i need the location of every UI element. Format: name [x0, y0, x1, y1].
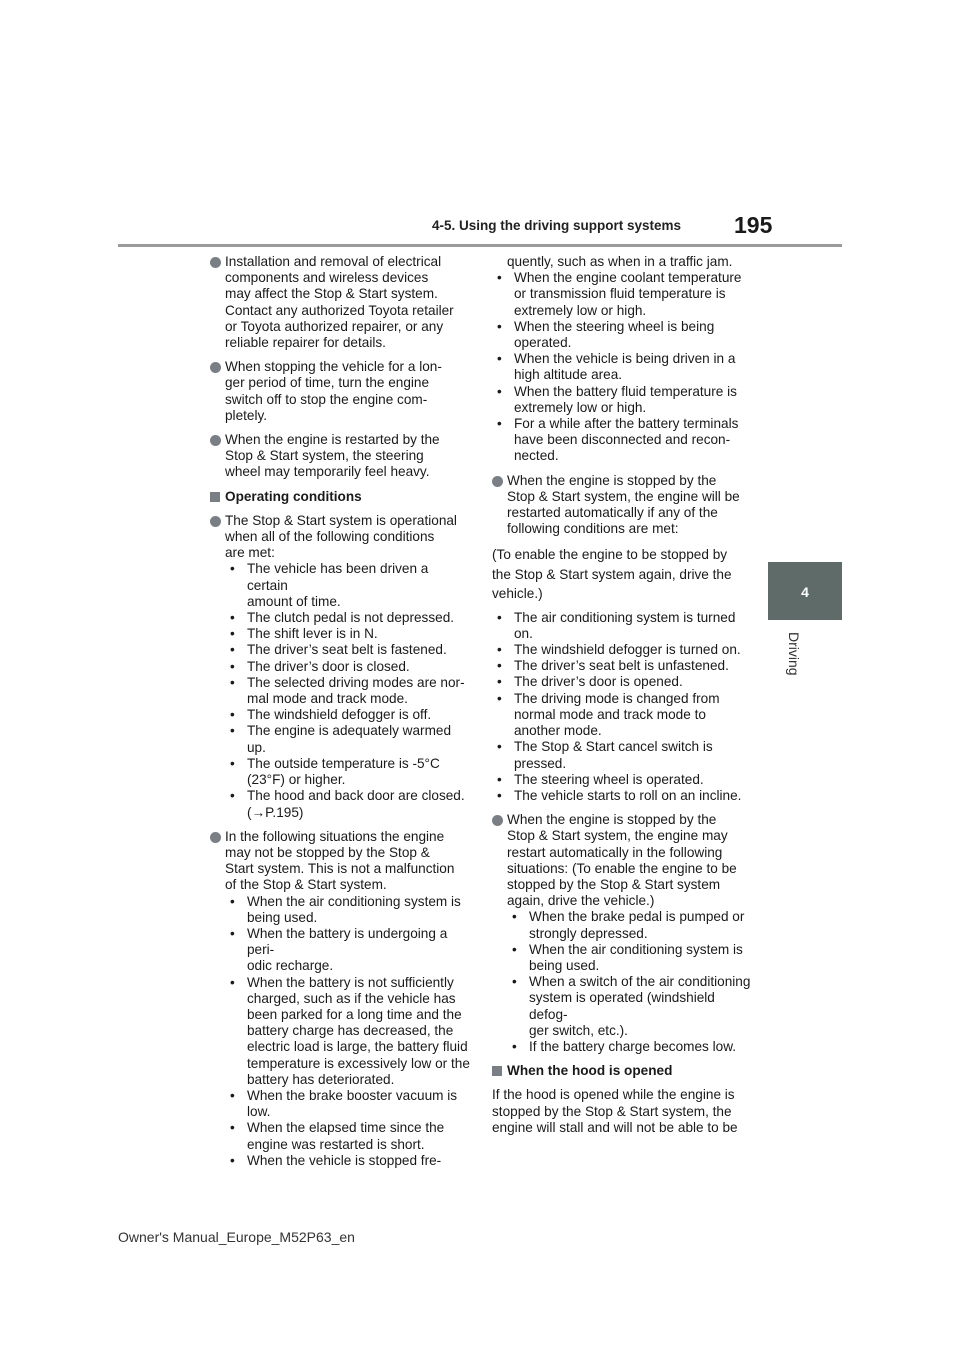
- list-item: [492, 384, 754, 416]
- list-item-text: When the vehicle is stopped fre-: [247, 1152, 442, 1168]
- list-item-text: The driver’s seat belt is fastened.: [247, 642, 447, 658]
- list-bullet: •: [497, 416, 502, 432]
- list-bullet: •: [512, 1038, 517, 1054]
- list-item-text: When the engine coolant temperature or transmission fluid temperature is extremely low or high.: [514, 270, 742, 318]
- list-bullet: •: [230, 893, 235, 909]
- list-item-text: The selected driving modes are nor- mal mode and track mode.: [247, 674, 465, 707]
- list-item: [492, 691, 754, 740]
- bullet-text: Installation and removal of electrical components and wireless devices may affect the Stop & Start system. Contact any authorized Toyota retailer or Toyota authorized repairer, or any reliable repairer for details.: [225, 254, 454, 351]
- section-title: 4-5. Using the driving support systems: [432, 218, 682, 233]
- list-bullet: •: [497, 270, 502, 286]
- list-item: [492, 674, 754, 690]
- list-item: [225, 561, 470, 610]
- bullet-dot: [492, 815, 503, 826]
- continued-list: [492, 254, 754, 465]
- heading-text: When the hood is opened: [507, 1063, 673, 1079]
- continued-text: quently, such as when in a traffic jam.: [507, 254, 733, 269]
- list-item-text: The engine is adequately warmed up.: [247, 723, 452, 755]
- list-item: [225, 756, 470, 788]
- list-bullet: •: [497, 674, 502, 690]
- list-item: [492, 351, 754, 383]
- list-item: [507, 942, 754, 974]
- bullet-text: When the engine is restarted by the Stop & Start system, the steering wheel may temporarily feel heavy.: [225, 432, 440, 480]
- list-item: [225, 975, 470, 1088]
- bullet-text: The Stop & Start system is operational when all of the following conditions are met:: [225, 512, 457, 561]
- list-item: [225, 723, 470, 755]
- list-item-text: When the battery is undergoing a peri- odic recharge.: [247, 925, 448, 974]
- list-item-text: The steering wheel is operated.: [514, 771, 704, 787]
- list-bullet: •: [497, 739, 502, 755]
- bullet-dot: [210, 832, 221, 843]
- list-item-text: When the air conditioning system is being used.: [529, 941, 743, 973]
- note-paragraph: (To enable the engine to be stopped by the Stop & Start system again, drive the vehicle.): [492, 547, 732, 602]
- header-rule: [118, 244, 842, 247]
- list-bullet: •: [230, 561, 235, 577]
- list-item: [225, 659, 470, 675]
- list-item-text: The hood and back door are closed. (→P.195): [247, 788, 465, 820]
- list-item: [225, 1088, 470, 1120]
- list-item: [492, 658, 754, 674]
- list-item-text: The outside temperature is -5°C (23°F) or higher.: [247, 755, 440, 788]
- bullet-installation: [210, 254, 470, 351]
- bullet-dot: [210, 257, 221, 268]
- list-item-text: The clutch pedal is not depressed.: [247, 610, 455, 626]
- continued-items: [492, 270, 754, 464]
- list-item: [225, 675, 470, 707]
- list-item-text: The driver’s seat belt is unfastened.: [514, 658, 729, 674]
- list-item-text: The Stop & Start cancel switch is pressed.: [514, 739, 713, 771]
- list-item-text: When the battery is not sufficiently charged, such as if the vehicle has been parked for a long time and the battery charge has decreased, the electric load is large, the battery fluid temperature is excessively low or the battery has deteriorated.: [247, 974, 470, 1087]
- left-column: [210, 254, 470, 1177]
- chapter-tab: [768, 562, 842, 620]
- list-bullet: •: [230, 658, 235, 674]
- list-item: [492, 788, 754, 804]
- situation-list: [225, 894, 470, 1169]
- list-bullet: •: [230, 707, 235, 723]
- list-bullet: •: [230, 610, 235, 626]
- list-bullet: •: [497, 609, 502, 625]
- bullet-dot: [492, 476, 503, 487]
- list-item: [507, 974, 754, 1039]
- list-item-text: When the battery fluid temperature is extremely low or high.: [514, 383, 737, 415]
- list-item-text: When the brake pedal is pumped or strongly depressed.: [529, 909, 745, 941]
- list-bullet: •: [230, 925, 235, 941]
- bullet-stopping: [210, 359, 470, 424]
- list-item-text: The driver’s door is closed.: [247, 658, 410, 674]
- list-item: [225, 1153, 470, 1169]
- list-item: [492, 319, 754, 351]
- heading-hood-opened: [492, 1063, 754, 1079]
- list-bullet: •: [497, 351, 502, 367]
- bullet-dot: [210, 362, 221, 373]
- heading-square: [492, 1066, 502, 1076]
- list-item: [507, 909, 754, 941]
- bullet-restarted: [210, 432, 470, 481]
- bullet-dot: [210, 435, 221, 446]
- list-item: [225, 642, 470, 658]
- list-bullet: •: [230, 1120, 235, 1136]
- list-item-text: When the steering wheel is being operated.: [514, 318, 715, 351]
- restart-list: [492, 610, 754, 804]
- list-item-text: The vehicle starts to roll on an incline.: [514, 787, 742, 803]
- list-bullet: •: [230, 755, 235, 771]
- list-bullet: •: [512, 909, 517, 925]
- heading-text: Operating conditions: [225, 488, 362, 504]
- list-bullet: •: [230, 974, 235, 990]
- bullet-operational: [210, 513, 470, 821]
- list-item-text: When a switch of the air conditioning system is operated (windshield defog- ger switch, etc.).: [529, 974, 751, 1038]
- list-item-text: The vehicle has been driven a certain amount of time.: [247, 561, 429, 609]
- list-item-text: If the battery charge becomes low.: [529, 1038, 737, 1054]
- chapter-number: 4: [801, 584, 809, 600]
- footer-text: Owner's Manual_Europe_M52P63_en: [118, 1229, 355, 1245]
- list-item: [225, 788, 470, 820]
- list-bullet: •: [230, 626, 235, 642]
- list-item: [225, 926, 470, 975]
- list-item-text: The shift lever is in N.: [247, 626, 378, 642]
- list-bullet: •: [230, 674, 235, 690]
- list-bullet: •: [230, 1087, 235, 1103]
- list-item-text: The air conditioning system is turned on.: [514, 609, 736, 641]
- list-item-text: The windshield defogger is off.: [247, 707, 432, 723]
- list-bullet: •: [512, 941, 517, 957]
- list-item-text: The windshield defogger is turned on.: [514, 642, 741, 658]
- page-number: 195: [734, 212, 773, 238]
- list-item-text: When the vehicle is being driven in a high altitude area.: [514, 351, 736, 383]
- list-item: [492, 642, 754, 658]
- bullet-may-restart: [492, 812, 754, 1055]
- bullet-dot: [210, 516, 221, 527]
- list-item-text: When the brake booster vacuum is low.: [247, 1087, 458, 1120]
- list-item: [225, 626, 470, 642]
- list-item-text: When the elapsed time since the engine was restarted is short.: [247, 1120, 445, 1152]
- heading-square: [210, 492, 220, 502]
- list-item: [492, 610, 754, 642]
- list-item: [225, 707, 470, 723]
- list-item: [507, 1039, 754, 1055]
- may-restart-list: [507, 909, 754, 1055]
- list-item: [492, 739, 754, 771]
- bullet-text: When the engine is stopped by the Stop & Start system, the engine may restart automatically in the following situations: (To enable the engine to be stopped by the Stop & Start system again, drive the vehicle.): [507, 812, 737, 909]
- heading-operating-conditions: [210, 489, 470, 505]
- list-bullet: •: [497, 690, 502, 706]
- list-item-text: The driving mode is changed from normal mode and track mode to another mode.: [514, 690, 720, 739]
- list-bullet: •: [230, 642, 235, 658]
- list-bullet: •: [512, 974, 517, 990]
- bullet-text: In the following situations the engine may not be stopped by the Stop & Start system. This is not a malfunction of the Stop & Start system.: [225, 828, 455, 893]
- list-item: [492, 772, 754, 788]
- list-bullet: •: [497, 787, 502, 803]
- hood-paragraph: If the hood is opened while the engine is stopped by the Stop & Start system, the engine will stall and will not be able to be: [492, 1087, 738, 1135]
- list-bullet: •: [497, 383, 502, 399]
- bullet-text: When the engine is stopped by the Stop & Start system, the engine will be restarted automatically if any of the following conditions are met:: [507, 472, 740, 537]
- condition-list: [225, 561, 470, 820]
- list-bullet: •: [230, 1152, 235, 1168]
- list-bullet: •: [497, 771, 502, 787]
- list-item-text: The driver’s door is opened.: [514, 674, 683, 690]
- list-item: [225, 610, 470, 626]
- chapter-label: Driving: [786, 632, 802, 676]
- right-column: [492, 254, 754, 1142]
- list-bullet: •: [497, 642, 502, 658]
- list-item: [492, 416, 754, 465]
- list-item-text: For a while after the battery terminals have been disconnected and recon- nected.: [514, 416, 739, 464]
- list-bullet: •: [230, 723, 235, 739]
- list-item: [225, 894, 470, 926]
- list-bullet: •: [497, 658, 502, 674]
- list-bullet: •: [497, 318, 502, 334]
- bullet-not-stopped: [210, 829, 470, 1169]
- bullet-restart-conditions: [492, 473, 754, 538]
- list-item: [492, 270, 754, 319]
- bullet-text: When stopping the vehicle for a lon- ger period of time, turn the engine switch off to stop the engine com- pletely.: [225, 359, 442, 423]
- list-bullet: •: [230, 788, 235, 804]
- list-item: [225, 1120, 470, 1152]
- list-item-text: When the air conditioning system is being used.: [247, 893, 461, 925]
